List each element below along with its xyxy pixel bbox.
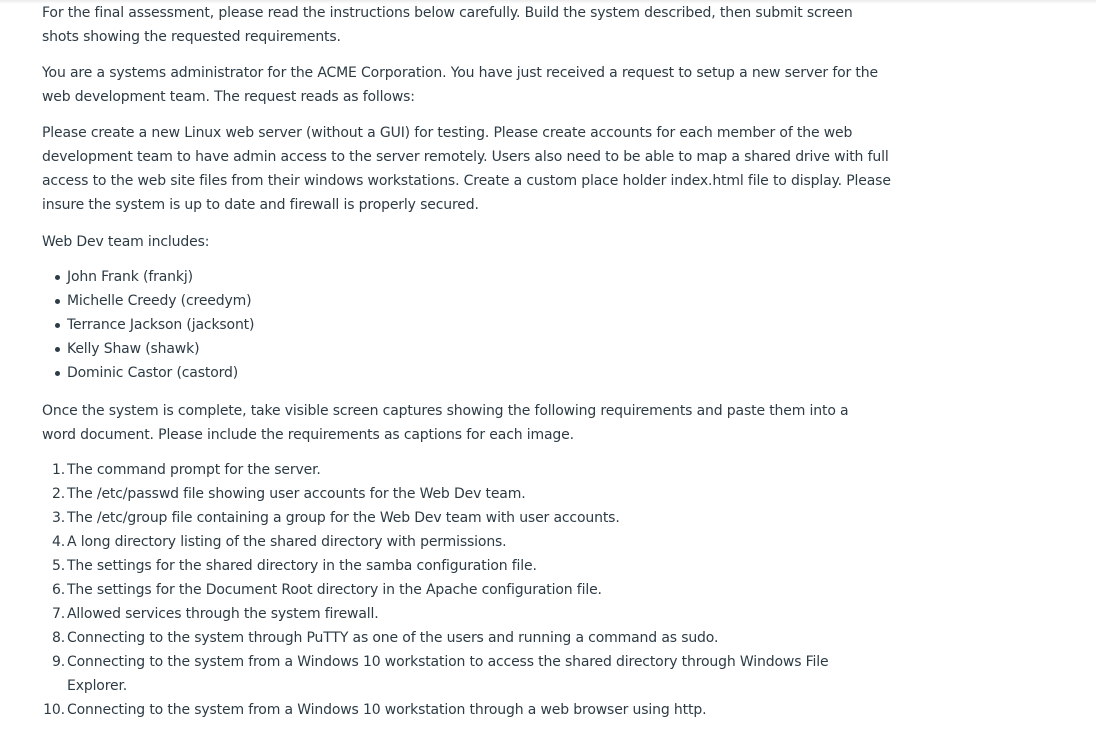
- requirement-number: 5.: [51, 558, 65, 574]
- team-member: Michelle Creedy (creedym): [42, 289, 254, 313]
- requirement-number: 3.: [51, 510, 65, 526]
- role-paragraph: You are a systems administrator for the ACME Corporation. You have just received a request to setup a new server for the web development team. The request reads as follows:: [42, 65, 878, 105]
- requirement-item: [42, 650, 882, 698]
- request-paragraph: Please create a new Linux web server (without a GUI) for testing. Please create accounts for each member of the web development team to have admin access to the server remotely. Users also need to be able to map a shared drive with full access to the web site files from their windows workstations. Create a custom place holder index.html file to display. Please insure the system is up to date and firewall is properly secured.: [42, 125, 891, 213]
- team-member: John Frank (frankj): [42, 265, 254, 289]
- requirement-text: The command prompt for the server.: [67, 462, 321, 478]
- requirement-number: 7.: [51, 606, 65, 622]
- requirement-number: 1.: [51, 462, 65, 478]
- requirement-text: A long directory listing of the shared directory with permissions.: [67, 534, 507, 550]
- requirement-text: The /etc/passwd file showing user accounts for the Web Dev team.: [67, 486, 526, 502]
- team-heading: Web Dev team includes:: [42, 234, 210, 250]
- requirement-number: 4.: [51, 534, 65, 550]
- requirement-number: 9.: [51, 654, 65, 670]
- requirement-text: The /etc/group file containing a group for the Web Dev team with user accounts.: [67, 510, 620, 526]
- requirements-list: [42, 458, 882, 722]
- requirement-item: [42, 506, 882, 530]
- requirement-item: [42, 626, 882, 650]
- requirement-item: [42, 698, 882, 722]
- team-member: Terrance Jackson (jacksont): [42, 313, 254, 337]
- requirement-text: Connecting to the system from a Windows 10 workstation through a web browser using http.: [67, 702, 707, 718]
- requirement-number: 2.: [51, 486, 65, 502]
- requirement-item: [42, 530, 882, 554]
- team-member: Dominic Castor (castord): [42, 361, 254, 385]
- requirement-text: The settings for the Document Root directory in the Apache configuration file.: [67, 582, 602, 598]
- requirement-text: Allowed services through the system firewall.: [67, 606, 379, 622]
- requirement-text: The settings for the shared directory in the samba configuration file.: [67, 558, 537, 574]
- requirement-number: 8.: [51, 630, 65, 646]
- requirement-item: [42, 554, 882, 578]
- requirement-text: Connecting to the system through PuTTY as one of the users and running a command as sudo.: [67, 630, 719, 646]
- requirement-item: [42, 482, 882, 506]
- team-member: Kelly Shaw (shawk): [42, 337, 254, 361]
- requirement-number: 6.: [51, 582, 65, 598]
- instructions-paragraph: Once the system is complete, take visible screen captures showing the following requirements and paste them into a word document. Please include the requirements as captions for each image.: [42, 403, 849, 443]
- requirement-item: [42, 578, 882, 602]
- team-list: [42, 265, 254, 385]
- requirement-text: Connecting to the system from a Windows 10 workstation to access the shared directory through Windows File Explorer.: [67, 654, 829, 694]
- intro-paragraph: For the final assessment, please read the instructions below carefully. Build the system described, then submit screen shots showing the requested requirements.: [42, 5, 853, 45]
- requirement-item: [42, 602, 882, 626]
- requirement-item: [42, 458, 882, 482]
- requirement-number: 10.: [43, 702, 65, 718]
